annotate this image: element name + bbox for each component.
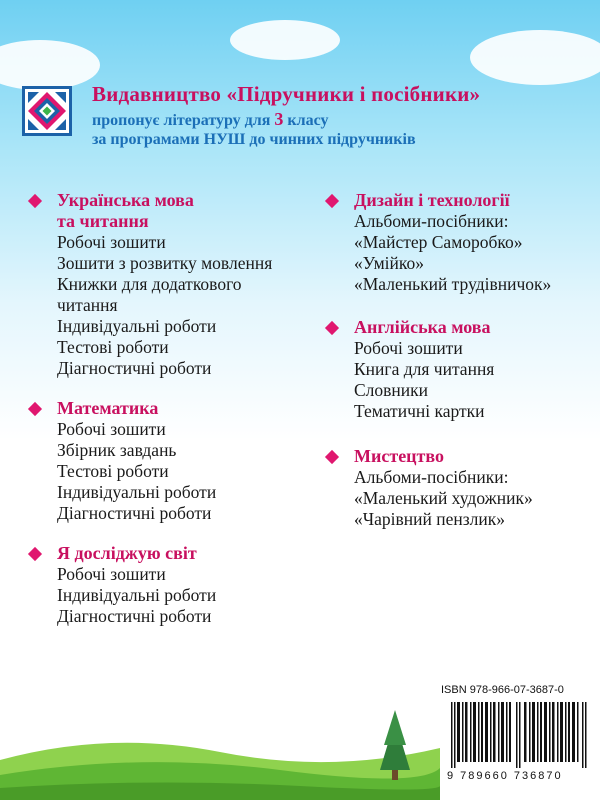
list-item: «Майстер Саморобко» (354, 232, 523, 252)
item-list (354, 467, 593, 530)
section-title: Математика (57, 398, 159, 418)
list-item: Індивідуальні роботи (57, 316, 217, 336)
section-title: Дизайн і технології (354, 190, 510, 210)
diamond-bullet-icon (28, 402, 42, 416)
barcode-bars (449, 702, 591, 768)
section-title: Мистецтво (354, 446, 444, 466)
list-item: «Маленький художник» (354, 488, 533, 508)
list-item: Книжки для додаткового (57, 274, 242, 294)
diamond-bullet-icon (325, 194, 339, 208)
item-list (57, 232, 316, 379)
publisher-logo (22, 86, 72, 136)
list-item: Тестові роботи (57, 461, 169, 481)
isbn-label: ISBN 978-966-07-3687-0 (441, 684, 564, 696)
section-title-continued: та читання (57, 211, 149, 231)
program-line: за програмами НУШ до чинних підручників (92, 131, 416, 148)
list-item: Альбоми-посібники: (354, 467, 509, 487)
item-list (354, 211, 593, 295)
publisher-title: Видавництво «Підручники і посібники» (92, 82, 481, 106)
list-item: Зошити з розвитку мовлення (57, 253, 273, 273)
section-title: Українська мова (57, 190, 194, 210)
barcode (445, 700, 595, 790)
list-item: Словники (354, 380, 429, 400)
list-item: Діагностичні роботи (57, 358, 212, 378)
offer-line (92, 109, 329, 130)
list-item: Робочі зошити (354, 338, 463, 358)
list-item: «Чарівний пензлик» (354, 509, 505, 529)
cloud-decoration (230, 20, 340, 60)
list-item: Збірник завдань (57, 440, 177, 460)
list-item: Тематичні картки (354, 401, 485, 421)
diamond-bullet-icon (28, 547, 42, 561)
list-item: Діагностичні роботи (57, 606, 212, 626)
section-world (26, 543, 316, 627)
publisher-header (18, 82, 578, 150)
item-list (57, 564, 316, 627)
diamond-bullet-icon (28, 194, 42, 208)
section-math (26, 398, 316, 524)
list-item: Альбоми-посібники: (354, 211, 509, 231)
list-item: Діагностичні роботи (57, 503, 212, 523)
list-item: «Маленький трудівничок» (354, 274, 552, 294)
section-design (323, 190, 593, 295)
section-english (323, 317, 593, 422)
list-item: Робочі зошити (57, 419, 166, 439)
barcode-digits: 9 789660 736870 (447, 770, 563, 782)
item-list (354, 338, 593, 422)
section-title: Англійська мова (354, 317, 491, 337)
list-item: Робочі зошити (57, 232, 166, 252)
cloud-decoration (470, 30, 600, 85)
section-title: Я досліджую світ (57, 543, 197, 563)
list-item: Книга для читання (354, 359, 495, 379)
offer-prefix: пропонує літературу для (92, 112, 271, 129)
left-column (26, 190, 316, 627)
offer-suffix: класу (287, 112, 329, 129)
list-item: Тестові роботи (57, 337, 169, 357)
right-column (323, 190, 593, 530)
grade-number: 3 (274, 109, 284, 129)
list-item: «Умійко» (354, 253, 425, 273)
item-list (57, 419, 316, 524)
meadow-illustration (0, 690, 440, 800)
list-item: Індивідуальні роботи (57, 585, 217, 605)
diamond-bullet-icon (325, 321, 339, 335)
list-item: Робочі зошити (57, 564, 166, 584)
section-art (323, 446, 593, 530)
list-item: Індивідуальні роботи (57, 482, 217, 502)
section-ukrainian (26, 190, 316, 379)
list-item: читання (57, 295, 118, 315)
diamond-bullet-icon (325, 450, 339, 464)
